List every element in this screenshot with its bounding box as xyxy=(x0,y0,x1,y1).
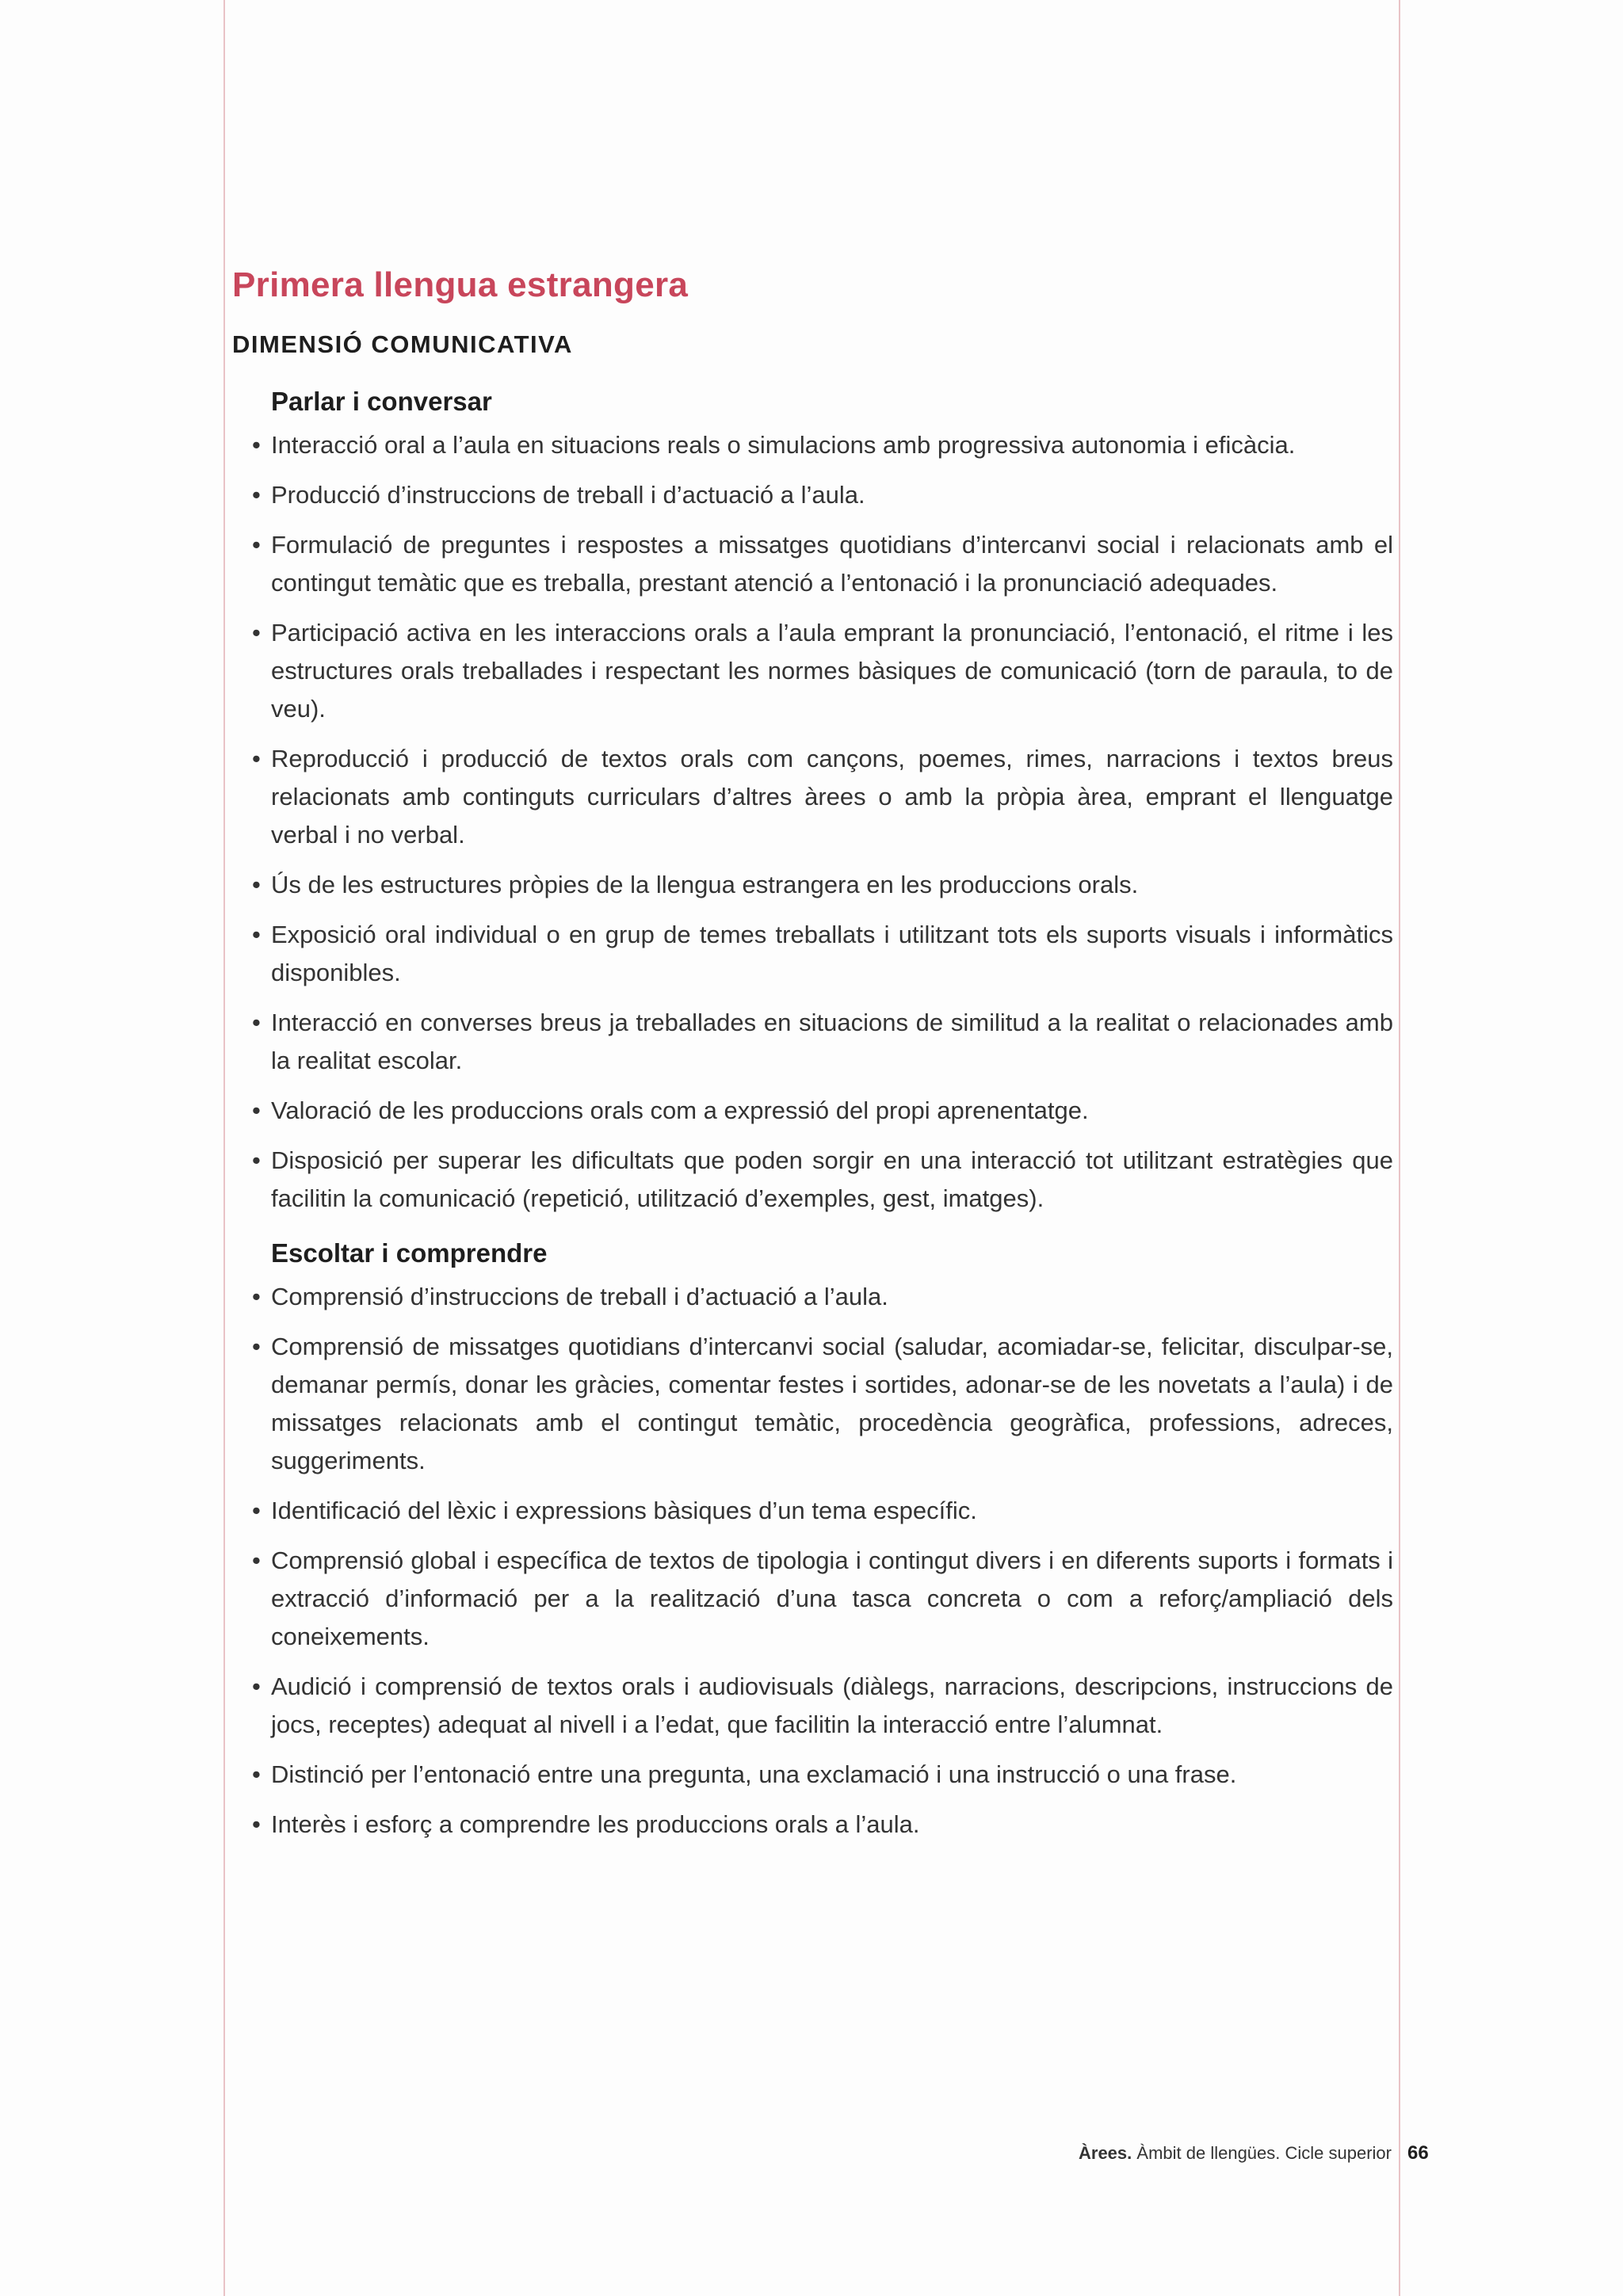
page-footer xyxy=(872,2139,1392,2168)
bullet-icon: • xyxy=(252,531,261,559)
list-item: • Identificació del lèxic i expressions bàsiques d’un tema específic. xyxy=(232,1492,1393,1530)
list-item: • Comprensió global i específica de textos de tipologia i contingut divers i en diferents suports i formats i extracció d’informació per a la realització d’una tasca concreta o com a reforç/ampliació dels coneixements. xyxy=(232,1542,1393,1656)
list-item: • Interacció oral a l’aula en situacions reals o simulacions amb progressiva autonomia i eficàcia. xyxy=(232,426,1393,464)
page-content xyxy=(232,261,1393,1855)
list-item: • Distinció per l’entonació entre una pregunta, una exclamació i una instrucció o una frase. xyxy=(232,1756,1393,1794)
list-item: • Producció d’instruccions de treball i d’actuació a l’aula. xyxy=(232,476,1393,514)
bullet-icon: • xyxy=(252,1333,261,1360)
bullet-icon: • xyxy=(252,619,261,646)
dimension-title: DIMENSIÓ COMUNICATIVA xyxy=(232,330,573,358)
list-item: • Reproducció i producció de textos orals com cançons, poemes, rimes, narracions i textos breus relacionats amb continguts curriculars d’altres àrees o amb la pròpia àrea, emprant el llenguatge verbal i no verbal. xyxy=(232,740,1393,854)
list-item: • Ús de les estructures pròpies de la llengua estrangera en les produccions orals. xyxy=(232,866,1393,904)
bullet-icon: • xyxy=(252,871,261,898)
list-item: • Exposició oral individual o en grup de temes treballats i utilitzant tots els suports visuals i informàtics disponibles. xyxy=(232,916,1393,992)
left-margin-rule xyxy=(223,0,225,2296)
bullet-icon: • xyxy=(252,1283,261,1310)
bullet-icon: • xyxy=(252,481,261,509)
bullet-icon: • xyxy=(252,921,261,948)
bullet-icon: • xyxy=(252,1547,261,1574)
parlar-list xyxy=(232,426,1393,1218)
list-item: • Interès i esforç a comprendre les produccions orals a l’aula. xyxy=(232,1806,1393,1844)
list-item: • Formulació de preguntes i respostes a missatges quotidians d’intercanvi social i relacionats amb el contingut temàtic que es treballa, prestant atenció a l’entonació i la pronunciació adequades. xyxy=(232,526,1393,602)
footer-areas-label: Àrees. xyxy=(1079,2143,1132,2163)
list-item: • Comprensió d’instruccions de treball i d’actuació a l’aula. xyxy=(232,1278,1393,1316)
right-margin-rule xyxy=(1399,0,1400,2296)
list-item: • Disposició per superar les dificultats que poden sorgir en una interacció tot utilitzant estratègies que facilitin la comunicació (repetició, utilització d’exemples, gest, imatges). xyxy=(232,1142,1393,1218)
list-item: • Participació activa en les interaccions orals a l’aula emprant la pronunciació, l’entonació, el ritme i les estructures orals treballades i respectant les normes bàsiques de comunicació (torn de paraula, to de veu). xyxy=(232,614,1393,728)
bullet-icon: • xyxy=(252,1097,261,1124)
subheading-escoltar: Escoltar i comprendre xyxy=(271,1238,548,1268)
list-item: • Comprensió de missatges quotidians d’intercanvi social (saludar, acomiadar-se, felicitar, disculpar-se, demanar permís, donar les gràcies, comentar festes i sortides, adonar-se de les novetats a l’aula) i de missatges relacionats amb el contingut temàtic, procedència geogràfica, professions, adreces, suggeriments. xyxy=(232,1328,1393,1480)
bullet-icon: • xyxy=(252,1672,261,1700)
escoltar-list xyxy=(232,1278,1393,1844)
bullet-icon: • xyxy=(252,1146,261,1174)
list-item: • Valoració de les produccions orals com a expressió del propi aprenentatge. xyxy=(232,1092,1393,1130)
list-item: • Audició i comprensió de textos orals i audiovisuals (diàlegs, narracions, descripcions, instruccions de jocs, receptes) adequat al nivell i a l’edat, que facilitin la interacció entre l’alumnat. xyxy=(232,1668,1393,1744)
list-item: • Interacció en converses breus ja treballades en situacions de similitud a la realitat o relacionades amb la realitat escolar. xyxy=(232,1004,1393,1080)
page-number: 66 xyxy=(1407,2142,1429,2164)
subheading-parlar: Parlar i conversar xyxy=(271,387,492,416)
bullet-icon: • xyxy=(252,1497,261,1524)
section-title: Primera llengua estrangera xyxy=(232,265,689,304)
bullet-icon: • xyxy=(252,1810,261,1838)
bullet-icon: • xyxy=(252,1009,261,1036)
bullet-icon: • xyxy=(252,745,261,772)
bullet-icon: • xyxy=(252,1760,261,1788)
bullet-icon: • xyxy=(252,431,261,459)
footer-text: Àmbit de llengües. Cicle superior xyxy=(1132,2143,1392,2163)
